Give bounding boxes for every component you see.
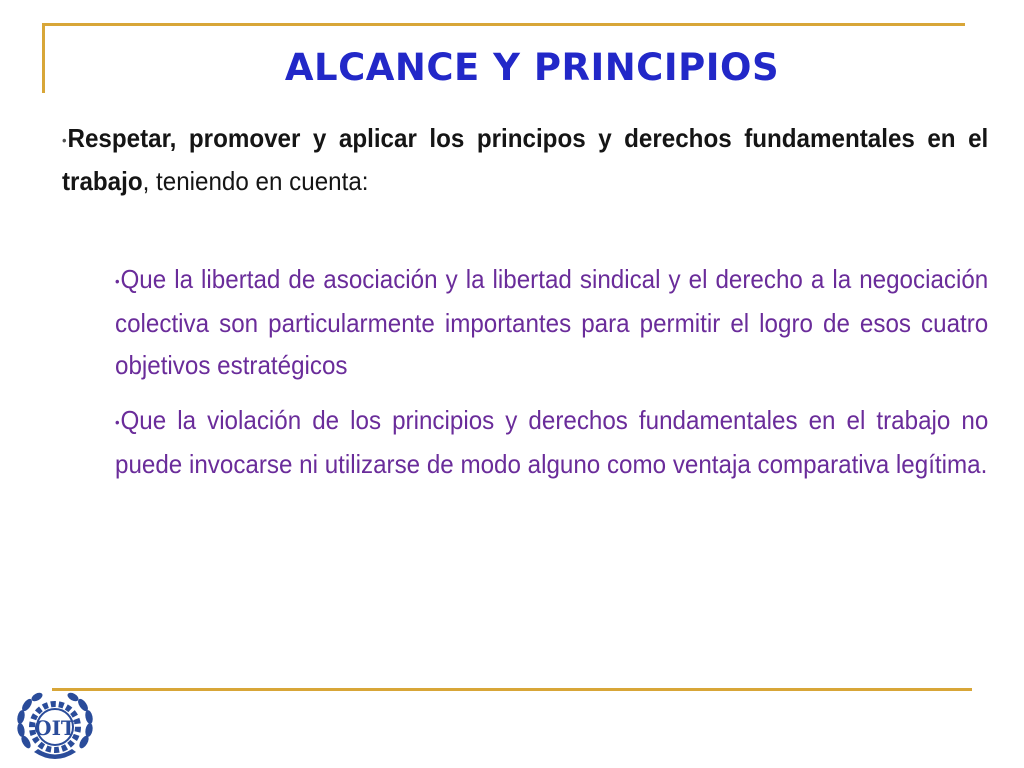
oit-logo-icon [12, 690, 98, 766]
bullet-icon: • [115, 273, 120, 290]
bullet-icon: • [115, 414, 120, 431]
list-item [115, 258, 988, 386]
slide-title: ALCANCE Y PRINCIPIOS [284, 46, 780, 89]
intro-rest-text: , teniendo en cuenta: [142, 165, 369, 196]
intro-paragraph [62, 118, 988, 202]
logo-text: OIT [34, 716, 76, 740]
list-item [115, 399, 988, 485]
list-item-text: Que la violación de los principios y derechos fundamentales en el trabajo no puede invocarse ni utilizarse de modo alguno como ventaja comparativa legítima. [115, 405, 989, 480]
bottom-frame-line [52, 688, 972, 691]
sub-bullet-list [115, 258, 988, 498]
bullet-icon: • [62, 131, 67, 148]
intro-bold-text: Respetar, promover y aplicar los principos y derechos fundamentales en el trabajo [62, 123, 989, 196]
top-frame-line [44, 23, 965, 26]
list-item-text: Que la libertad de asociación y la libertad sindical y el derecho a la negociación colectiva son particularmente importantes para permitir el logro de esos cuatro objetivos estratégicos [115, 264, 989, 381]
